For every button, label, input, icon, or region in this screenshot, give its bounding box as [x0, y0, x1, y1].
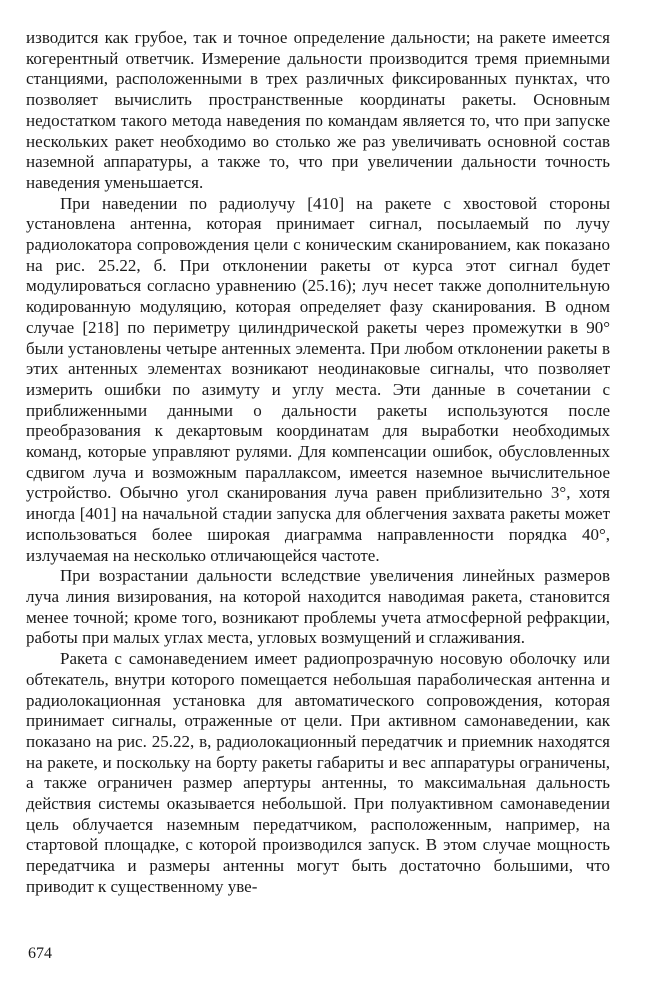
paragraph-continued: изводится как грубое, так и точное определение дальности; на ракете имеется когерентный ответчик. Измерение дальности производится тремя приемными станциями, расположенными в трех различных фиксированных пунктах, что позволяет вычислить пространственные координаты ракеты. Основным недостатком такого метода наведения по командам является то, что при запуске нескольких ракет необходимо во столько же раз увеличивать основной состав наземной аппаратуры, а также то, что при увеличении дальности точность наведения уменьшается. [26, 28, 610, 192]
paragraph-beam-guidance: При наведении по радиолучу [410] на ракете с хвостовой стороны установлена антенна, которая принимает сигнал, посылаемый по лучу радиолокатора сопровождения цели с коническим сканированием, как показано на рис. 25.22, б. При отклонении ракеты от курса этот сигнал будет модулироваться согласно уравнению (25.16); луч несет также дополнительную кодированную модуляцию, которая определяет фазу сканирования. В одном случае [218] по периметру цилиндрической ракеты через промежутки в 90° были установлены четыре антенных элемента. При любом отклонении ракеты в этих антенных элементах возникают неодинаковые сигналы, что позволяет измерить ошибки по азимуту и углу места. Эти данные в сочетании с приближенными данными о дальности ракеты используются после преобразования к декартовым координатам для выработки необходимых команд, которые управляют рулями. Для компенсации ошибок, обусловленных сдвигом луча и возможным параллаксом, имеется наземное вычислительное устройство. Обычно угол сканирования луча равен приблизительно 3°, хотя иногда [401] на начальной стадии запуска для облегчения захвата ракеты может использоваться более широкая диаграмма направленности порядка 40°, излучаемая на несколько отличающейся частоте. [26, 193, 610, 565]
page-number: 674 [28, 945, 52, 962]
paragraph-range-accuracy: При возрастании дальности вследствие увеличения линейных размеров луча линия визирования, на которой находится наводимая ракета, становится менее точной; кроме того, возникают проблемы учета атмосферной рефракции, работы при малых углах места, угловых возмущений и сглаживания. [26, 566, 610, 648]
page-text [26, 28, 610, 898]
paragraph-homing: Ракета с самонаведением имеет радиопрозрачную носовую оболочку или обтекатель, внутри которого помещается небольшая параболическая антенна и радиолокационная установка для автоматического сопровождения, которая принимает сигналы, отраженные от цели. При активном самонаведении, как показано на рис. 25.22, в, радиолокационный передатчик и приемник находятся на ракете, и поскольку на борту ракеты габариты и вес аппаратуры ограничены, а также ограничен размер апертуры антенны, то максимальная дальность действия системы оказывается небольшой. При полуактивном самонаведении цель облучается наземным передатчиком, расположенным, например, на стартовой площадке, с которой производился запуск. В этом случае мощность передатчика и размеры антенны могут быть достаточно большими, что приводит к существенному уве- [26, 649, 610, 896]
